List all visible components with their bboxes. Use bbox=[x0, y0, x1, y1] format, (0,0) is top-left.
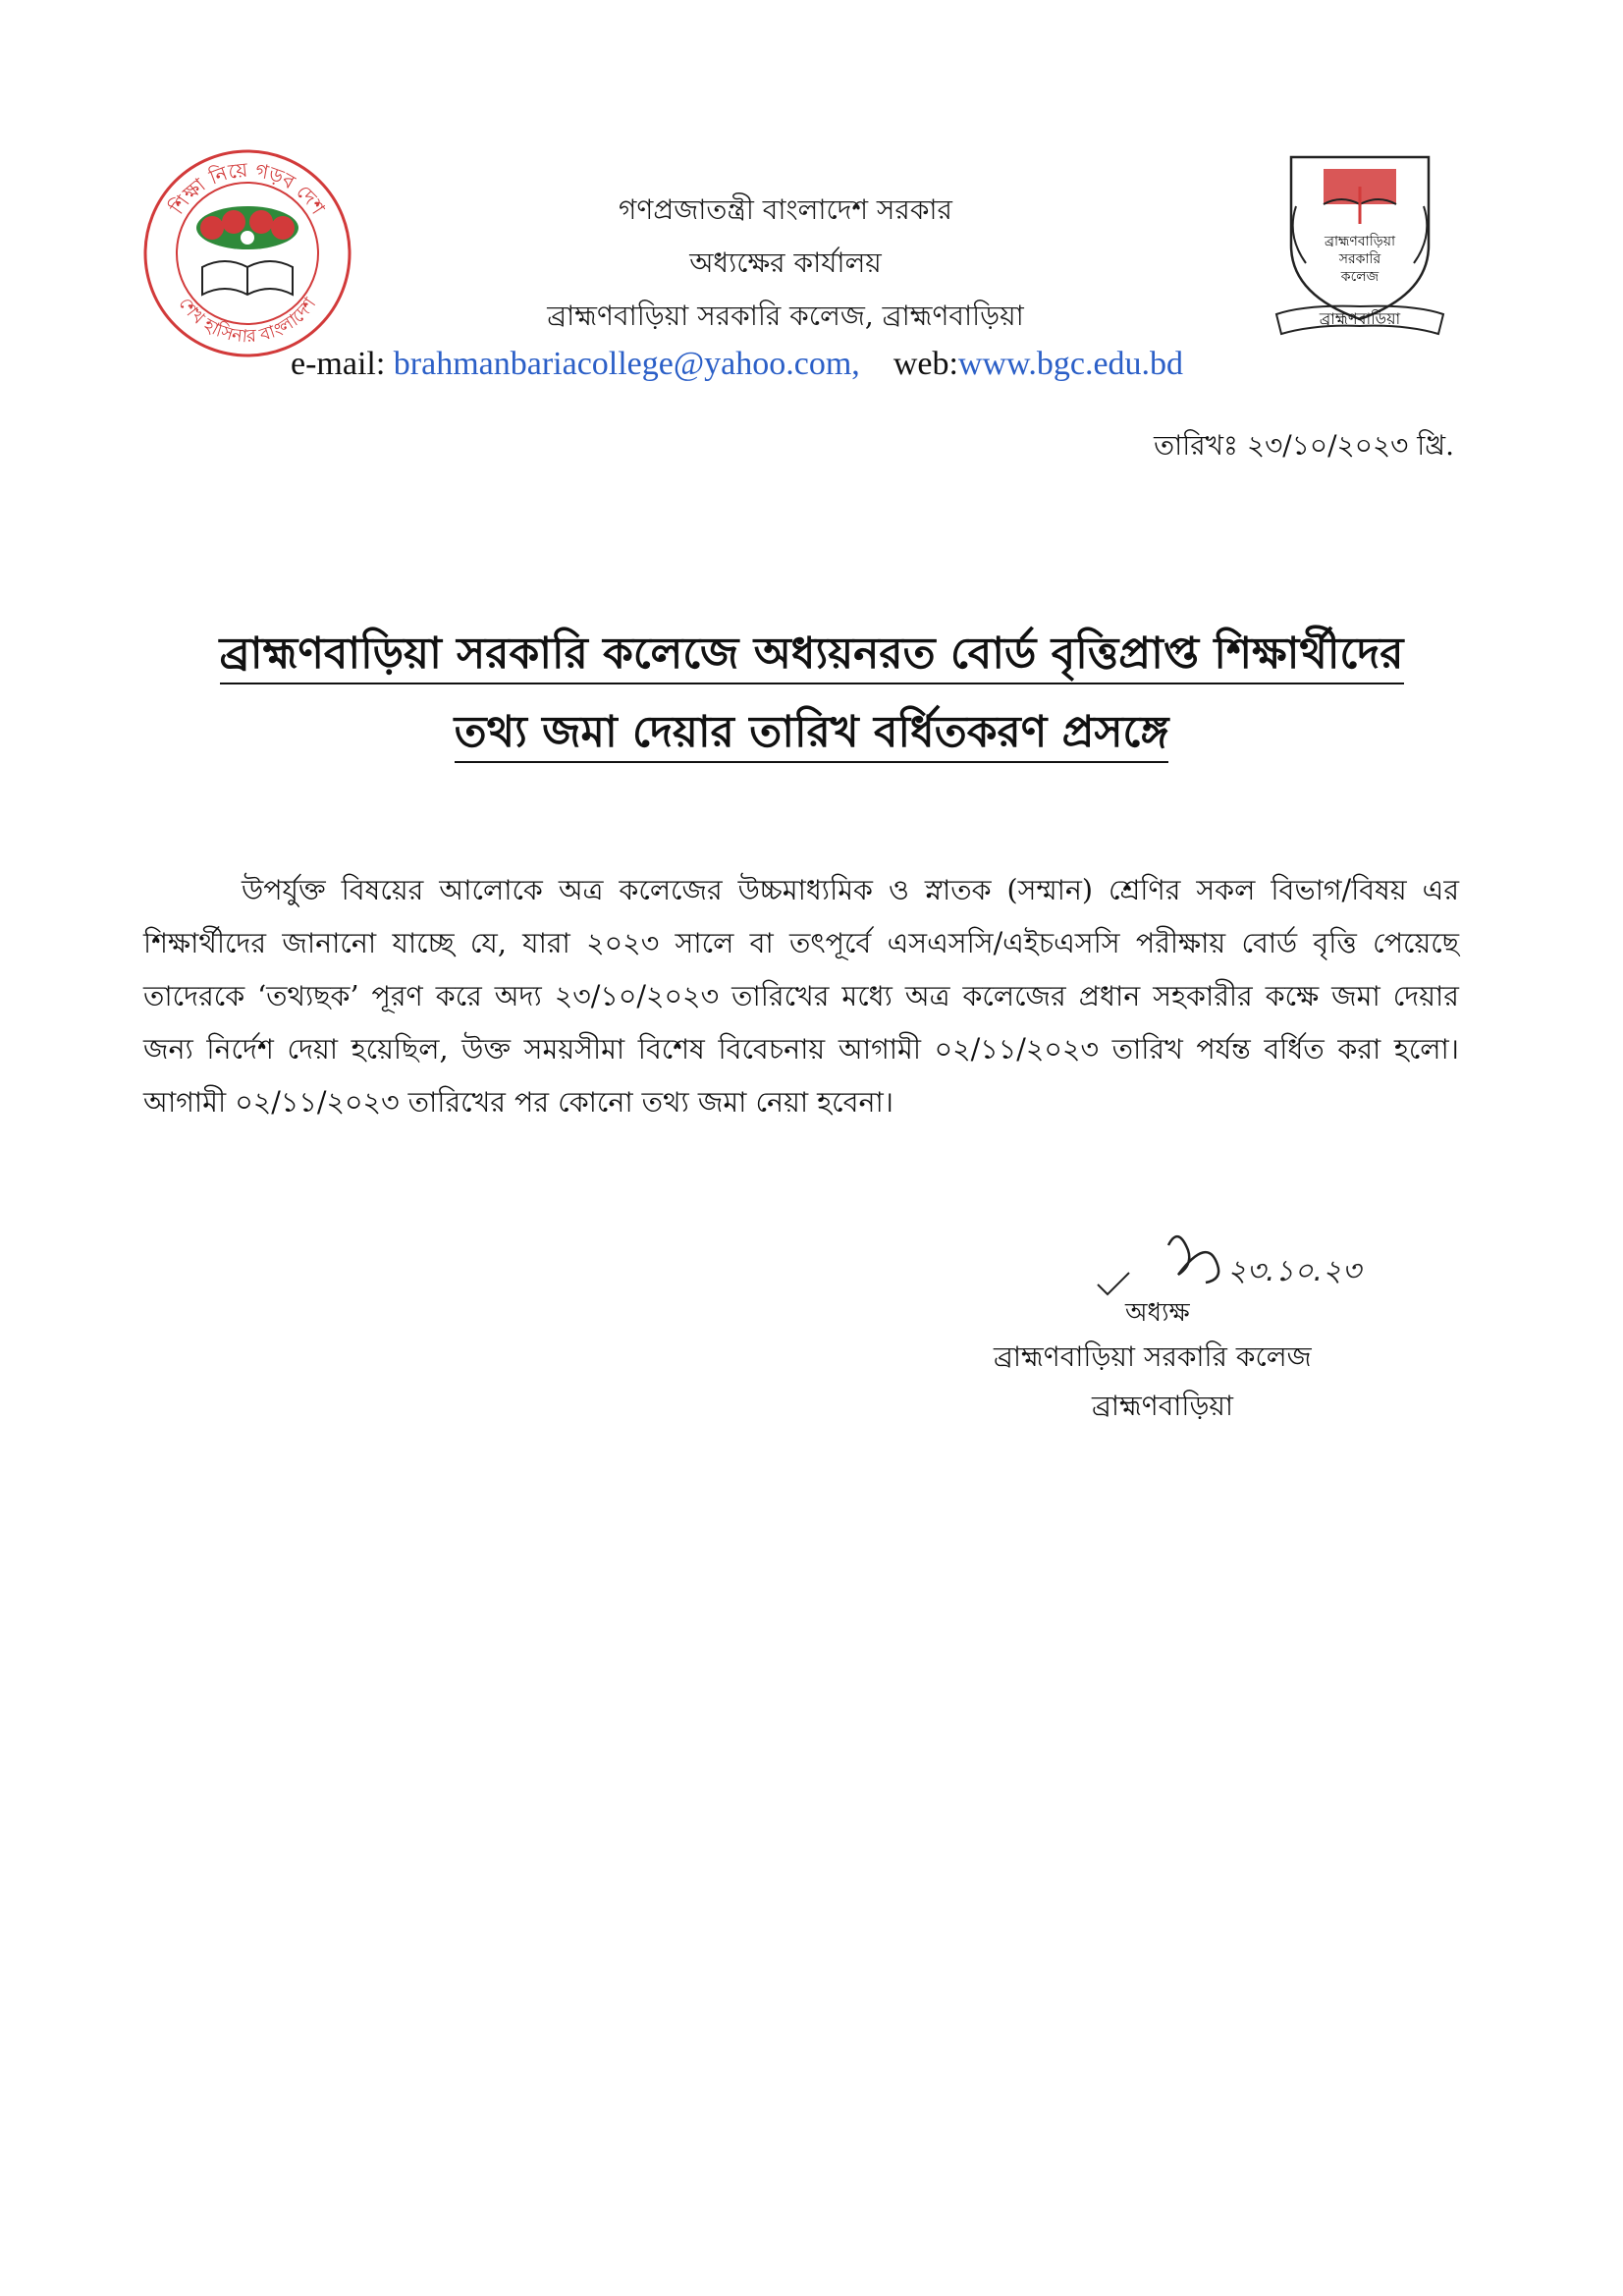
subject-line-1 bbox=[147, 621, 1476, 692]
contact-line bbox=[291, 346, 1183, 383]
seal-ring-text-bottom: শেখ হাসিনার বাংলাদেশ bbox=[174, 294, 321, 348]
office-name: অধ্যক্ষের কার্যালয় bbox=[689, 246, 882, 279]
signature-date: ২৩.১০.২৩ bbox=[1227, 1254, 1362, 1288]
web-link[interactable]: www.bgc.edu.bd bbox=[957, 346, 1184, 382]
signatory-title: অধ্যক্ষ bbox=[1125, 1298, 1190, 1328]
signatory-college: ব্রাহ্মণবাড়িয়া সরকারি কলেজ bbox=[994, 1340, 1312, 1373]
government-name: গণপ্রজাতন্ত্রী বাংলাদেশ সরকার bbox=[619, 193, 952, 226]
notice-body: উপর্যুক্ত বিষয়ের আলোকে অত্র কলেজের উচ্চমাধ্যমিক ও স্নাতক (সম্মান) শ্রেণির সকল বিভাগ/বিষয় এর শিক্ষার্থীদের জানানো যাচ্ছে যে, যারা ২০২৩ সালে বা তৎপূর্বে এসএসসি/এইচএসসি পরীক্ষায় বোর্ড বৃত্তি পেয়েছে তাদেরকে ‘তথ্যছক’ পূরণ করে অদ্য ২৩/১০/২০২৩ তারিখের মধ্যে অত্র কলেজের প্রধান সহকারীর কক্ষে জমা দেয়ার জন্য নির্দেশ দেয়া হয়েছিল, উক্ত সময়সীমা বিশেষ বিবেচনায় আগামী ০২/১১/২০২৩ তারিখ পর্যন্ত বর্ধিত করা হলো। আগামী ০২/১১/২০২৩ তারিখের পর কোনো তথ্য জমা নেয়া হবেনা। bbox=[143, 874, 1459, 1119]
right-seal-line1: ব্রাহ্মণবাড়িয়া bbox=[1324, 234, 1396, 249]
svg-text:শেখ হাসিনার বাংলাদেশ bbox=[175, 294, 321, 347]
right-seal-ribbon: ব্রাহ্মণবাড়িয়া bbox=[1319, 309, 1401, 328]
document-date: তারিখঃ ২৩/১০/২০২৩ খ্রি. bbox=[1154, 429, 1454, 462]
right-seal-line3: কলেজ bbox=[1340, 269, 1380, 285]
right-seal-logo bbox=[1267, 147, 1453, 344]
right-seal-line2: সরকারি bbox=[1338, 251, 1381, 267]
signatory-place: ব্রাহ্মণবাড়িয়া bbox=[1092, 1390, 1234, 1422]
seal-ring-text-top: শিক্ষা নিয়ে গড়ব দেশ bbox=[165, 157, 331, 219]
college-name: ব্রাহ্মণবাড়িয়া সরকারি কলেজ, ব্রাহ্মণবাড়িয়া bbox=[547, 300, 1024, 332]
left-seal-logo bbox=[141, 147, 353, 359]
subject-line-2-text: তথ্য জমা দেয়ার তারিখ বর্ধিতকরণ প্রসঙ্গে bbox=[455, 707, 1169, 763]
subject-line-1-text: ব্রাহ্মণবাড়িয়া সরকারি কলেজে অধ্যয়নরত বোর্ড বৃত্তিপ্রাপ্ত শিক্ষার্থীদের bbox=[220, 629, 1404, 684]
email-link[interactable]: brahmanbariacollege@yahoo.com, bbox=[393, 346, 860, 382]
web-label: web: bbox=[893, 346, 958, 382]
subject-line-2 bbox=[147, 699, 1476, 771]
email-label: e-mail: bbox=[291, 346, 386, 382]
